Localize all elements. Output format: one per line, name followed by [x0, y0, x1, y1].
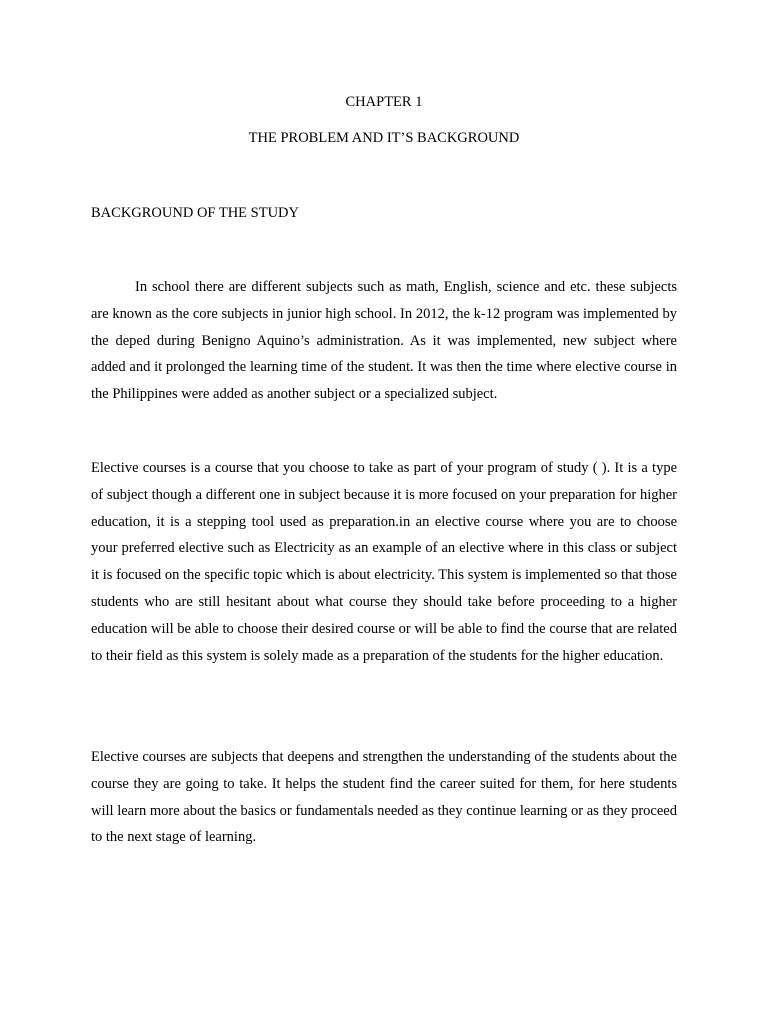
chapter-title: THE PROBLEM AND IT’S BACKGROUND — [248, 130, 520, 146]
chapter-heading: CHAPTER 1 — [345, 94, 423, 110]
paragraph-elective-purpose: Elective courses are subjects that deepens and strengthen the understanding of the students about the course they are going to take. It helps the student find the career suited for them, for here students will learn more about the basics or fundamentals needed as they continue learning or as they proceed to the next stage of learning. — [91, 749, 677, 846]
section-heading: BACKGROUND OF THE STUDY — [91, 205, 299, 221]
paragraph-intro: In school there are different subjects such as math, English, science and etc. these subjects are known as the core subjects in junior high school. In 2012, the k-12 program was implemented by the deped during Benigno Aquino’s administration. As it was implemented, new subject where added and it prolonged the learning time of the student. It was then the time where elective course in the Philippines were added as another subject or a specialized subject. — [91, 279, 677, 403]
paragraph-elective-definition: Elective courses is a course that you choose to take as part of your program of study ( ). It is a type of subject though a different one in subject because it is more focused on your preparation for higher education, it is a stepping tool used as preparation.in an elective course where you are to choose your preferred elective such as Electricity as an example of an elective where in this class or subject it is focused on the specific topic which is about electricity. This system is implemented so that those students who are still hesitant about what course they should take before proceeding to a higher education will be able to choose their desired course or will be able to find the course that are related to their field as this system is solely made as a preparation of the students for the higher education. — [91, 460, 677, 664]
